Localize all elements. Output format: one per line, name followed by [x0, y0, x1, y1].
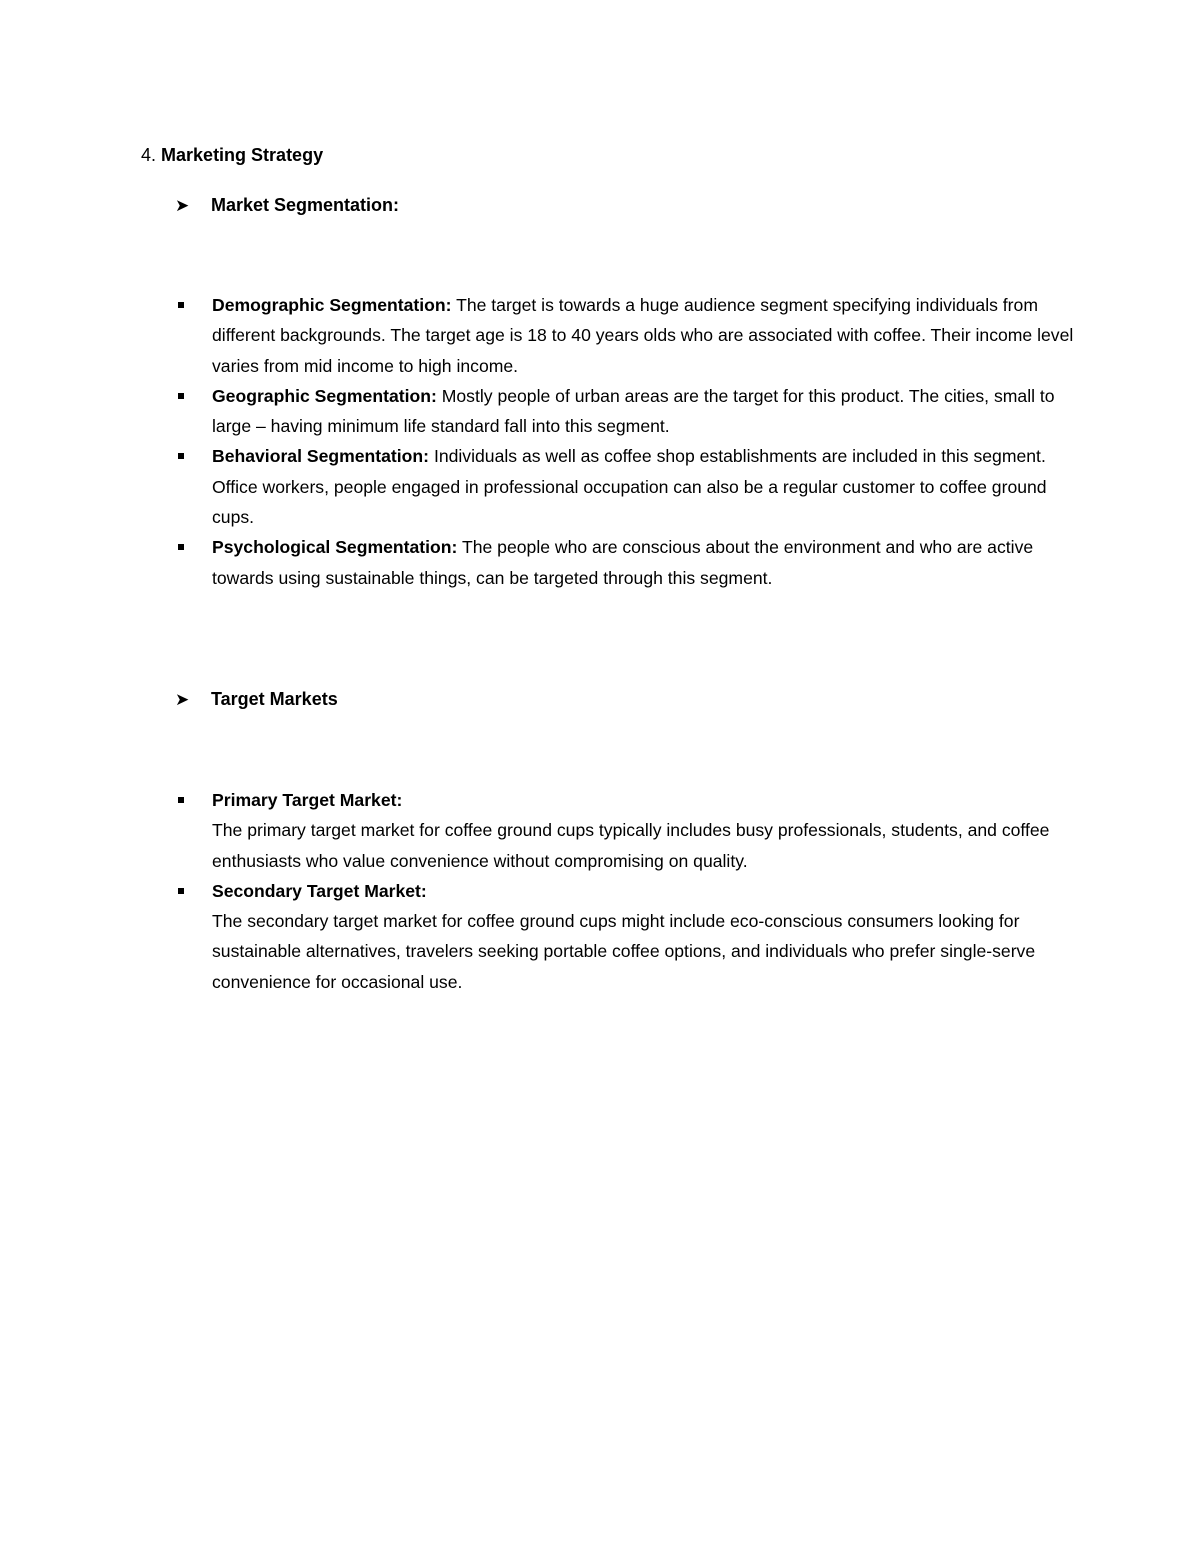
item-text: Mostly people of urban areas are the target for this product. The cities, small to large – having minimum life standard fall into this segment. — [212, 385, 1055, 437]
square-bullet-icon — [178, 544, 184, 550]
list-item-secondary-target — [175, 876, 1075, 997]
square-bullet-icon — [178, 302, 184, 308]
item-text: The primary target market for coffee ground cups typically includes busy professionals, students, and coffee enthusiasts who value convenience without compromising on quality. — [212, 820, 1050, 871]
item-term: Psychological Segmentation: — [212, 537, 458, 558]
list-item-geographic — [175, 381, 1075, 442]
section-title: Market Segmentation: — [211, 195, 400, 215]
square-bullet-icon — [178, 393, 184, 399]
item-term: Primary Target Market: — [212, 790, 403, 810]
item-term: Secondary Target Market: — [212, 880, 427, 901]
arrow-bullet-icon: ➤ — [175, 690, 190, 709]
target-markets-heading — [175, 686, 338, 713]
list-item-behavioral — [175, 441, 1075, 532]
item-text: The target is towards a huge audience segment specifying individuals from different backgrounds. The target age is 18 to 40 years olds who are associated with coffee. Their income level varies from mid income to high income. — [212, 295, 1074, 376]
arrow-bullet-icon: ➤ — [175, 196, 190, 215]
target-markets-list — [175, 785, 1075, 997]
market-segmentation-heading — [175, 192, 399, 219]
item-text: The secondary target market for coffee ground cups might include eco-conscious consumers looking for sustainable alternatives, travelers seeking portable coffee options, and individuals who prefer single-serve convenience for occasional use. — [212, 911, 1036, 992]
heading-number: 4. — [141, 145, 157, 165]
item-text: The people who are conscious about the environment and who are active towards using sustainable things, can be targeted through this segment. — [212, 537, 1034, 588]
list-item-psychological — [175, 532, 1075, 593]
item-text: Individuals as well as coffee shop establishments are included in this segment. Office workers, people engaged in professional occupation can also be a regular customer to coffee ground cups. — [212, 446, 1047, 528]
section-title: Target Markets — [211, 689, 338, 709]
section-heading — [141, 142, 323, 168]
item-term: Demographic Segmentation: — [212, 295, 452, 315]
item-term: Geographic Segmentation: — [212, 385, 437, 406]
segmentation-list — [175, 290, 1075, 593]
item-term: Behavioral Segmentation: — [212, 446, 430, 467]
heading-title: Marketing Strategy — [161, 145, 324, 165]
list-item-demographic — [175, 290, 1075, 381]
square-bullet-icon — [178, 797, 184, 803]
square-bullet-icon — [178, 888, 184, 894]
list-item-primary-target — [175, 785, 1075, 876]
square-bullet-icon — [178, 453, 184, 459]
